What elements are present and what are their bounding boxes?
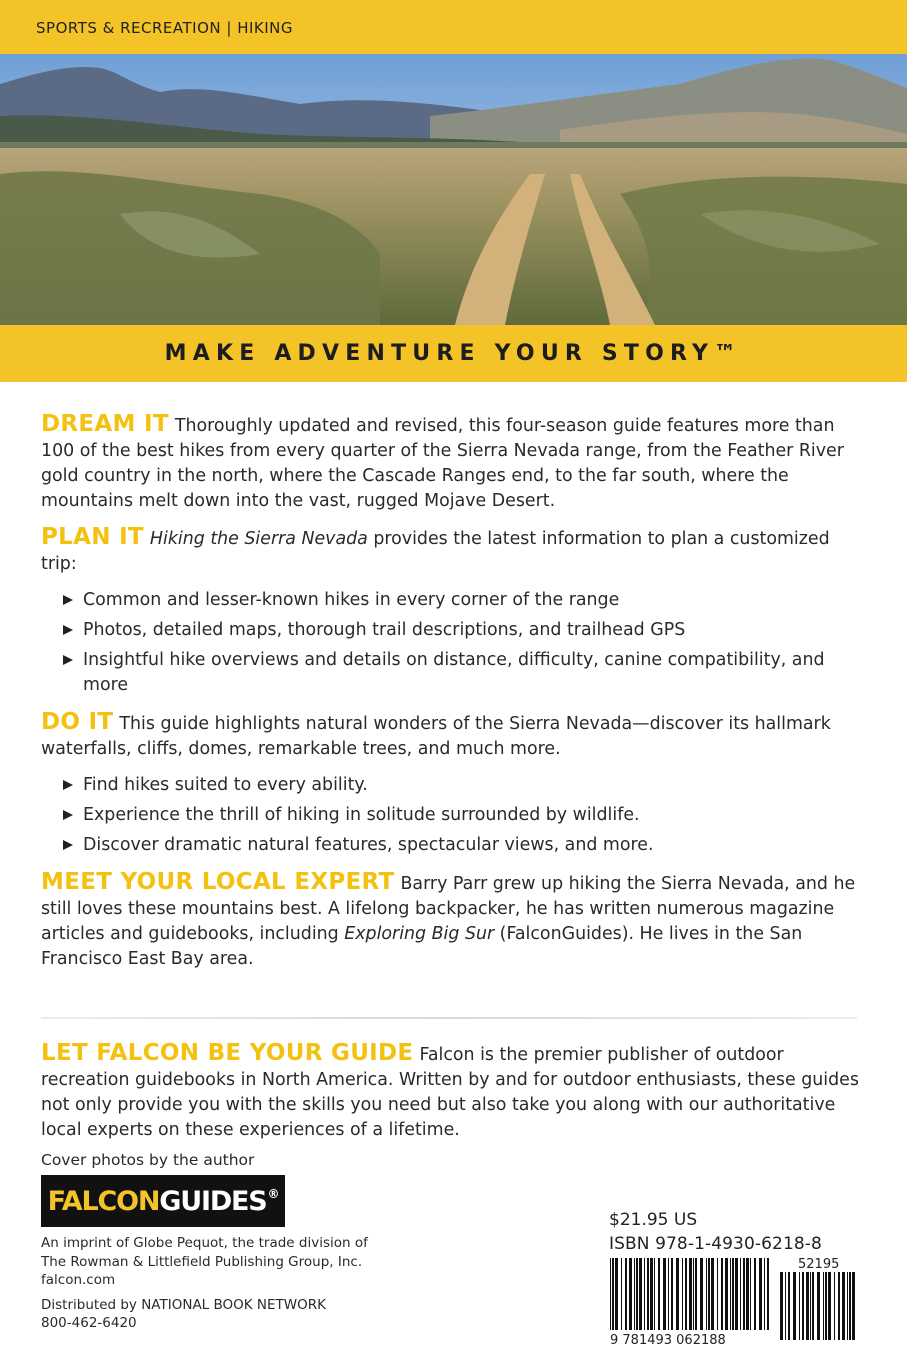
barcode: [598, 1254, 860, 1346]
plan-text: provides the latest information to plan a customized trip:: [41, 529, 830, 574]
description: [41, 412, 867, 983]
expert-book-title: Exploring Big Sur: [344, 924, 495, 944]
plan-section: [41, 525, 867, 577]
bullet-arrow-icon: [63, 780, 73, 790]
category-label: SPORTS & RECREATION | HIKING: [36, 19, 294, 37]
isbn: ISBN 978-1-4930-6218-8: [609, 1234, 822, 1254]
dream-text: Thoroughly updated and revised, this four-season guide features more than 100 of the best hikes from every quarter of the Sierra Nevada range, from the Feather River gold country in the north, where the Cascade Ranges end, to the far south, where the mountains melt down into the vast, rugged Mojave Desert.: [41, 416, 844, 511]
bullet-item: Experience the thrill of hiking in solitude surrounded by wildlife.: [41, 803, 867, 828]
do-text: This guide highlights natural wonders of the Sierra Nevada—discover its hallmark waterfalls, cliffs, domes, remarkable trees, and much more.: [41, 714, 831, 759]
bullet-arrow-icon: [63, 810, 73, 820]
divider: [41, 1017, 857, 1019]
do-heading: DO IT: [41, 709, 114, 735]
guide-section: [41, 1041, 867, 1143]
bullet-arrow-icon: [63, 655, 73, 665]
imprint-info: An imprint of Globe Pequot, the trade division of The Rowman & Littlefield Publishing Group, Inc. falcon.com Distributed by NATIONAL BOOK NETWORK 800-462-6420: [41, 1234, 421, 1333]
falconguides-logo: FALCONGUIDES®: [41, 1175, 285, 1227]
phone-number: 800-462-6420: [41, 1315, 137, 1331]
bullet-arrow-icon: [63, 625, 73, 635]
cover-photo: [0, 54, 907, 325]
expert-heading: MEET YOUR LOCAL EXPERT: [41, 869, 395, 895]
guide-heading: LET FALCON BE YOUR GUIDE: [41, 1040, 414, 1066]
expert-section: MEET YOUR LOCAL EXPERT Barry Parr grew up hiking the Sierra Nevada, and he still loves these mountains best. A lifelong backpacker, he has written numerous magazine articles and guidebooks, including Exploring Big Sur (FalconGuides). He lives in the San Francisco East Bay area.: [41, 869, 856, 969]
do-bullets: [41, 773, 867, 858]
bullet-arrow-icon: [63, 595, 73, 605]
bullet-item: Common and lesser-known hikes in every corner of the range: [41, 588, 867, 613]
price: $21.95 US: [609, 1210, 698, 1230]
website: falcon.com: [41, 1272, 116, 1288]
plan-heading: PLAN IT: [41, 524, 144, 550]
book-title: Hiking the Sierra Nevada: [149, 529, 368, 549]
slogan-band: [0, 325, 907, 382]
distributor: Distributed by NATIONAL BOOK NETWORK: [41, 1296, 326, 1313]
bullet-item: Discover dramatic natural features, spectacular views, and more.: [41, 833, 867, 858]
bullet-item: Photos, detailed maps, thorough trail descriptions, and trailhead GPS: [41, 618, 867, 643]
bullet-item: Find hikes suited to every ability.: [41, 773, 867, 798]
barcode-digits: 9 781493 062188: [610, 1333, 726, 1346]
dream-section: [41, 412, 867, 514]
bullet-arrow-icon: [63, 840, 73, 850]
top-band: [0, 0, 907, 54]
plan-bullets: [41, 588, 867, 698]
slogan: MAKE ADVENTURE YOUR STORY™: [164, 341, 743, 366]
dream-heading: DREAM IT: [41, 411, 169, 437]
barcode-addon-digits: 52195: [798, 1257, 840, 1272]
photo-credit: Cover photos by the author: [41, 1151, 255, 1169]
bullet-item: Insightful hike overviews and details on distance, difficulty, canine compatibility, and more: [41, 648, 867, 698]
guide-text: Falcon is the premier publisher of outdoor recreation guidebooks in North America. Written by and for outdoor enthusiasts, these guides not only provide you with the skills you need but also take you along with our authoritative local experts on these experiences of a lifetime.: [41, 1045, 859, 1140]
do-section: [41, 710, 867, 762]
